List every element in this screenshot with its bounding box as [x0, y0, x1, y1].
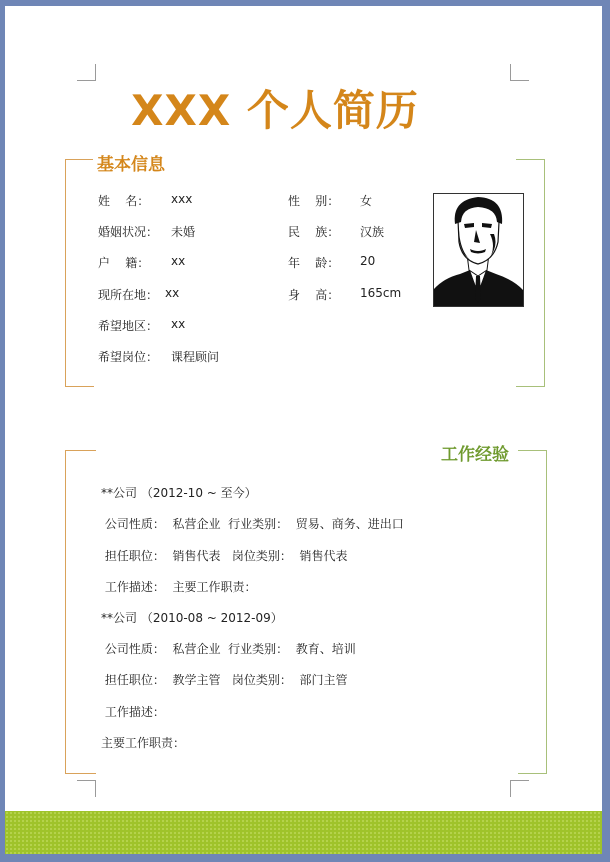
basic-label-hukou: 户 籍： — [98, 256, 150, 270]
margin-corner-bottom-left — [77, 780, 96, 797]
work-bracket-left — [65, 450, 96, 774]
basic-value-name: xxx — [171, 192, 193, 206]
work-line-role-1: 担任职位： 销售代表 岗位类别： 销售代表 — [101, 549, 348, 563]
basic-info-heading: 基本信息 — [93, 150, 169, 175]
footer-green-bar — [5, 811, 602, 854]
basic-label-region: 希望地区： — [98, 319, 159, 333]
basic-label-marital: 婚姻状况： — [98, 225, 159, 239]
resume-page — [5, 6, 602, 854]
work-line-nature-1: 公司性质： 私营企业 行业类别： 贸易、商务、进出口 — [101, 517, 404, 531]
basic-bracket-left — [65, 159, 94, 387]
work-line-company-2: **公司 （2010-08 ~ 2012-09） — [101, 611, 283, 625]
work-line-desc-2: 工作描述： — [101, 705, 165, 719]
basic-label-age: 年 龄： — [288, 256, 340, 270]
profile-photo — [433, 193, 524, 307]
work-line-nature-2: 公司性质： 私营企业 行业类别： 教育、培训 — [101, 642, 356, 656]
basic-value-age: 20 — [360, 254, 376, 268]
basic-label-gender: 性 别： — [288, 194, 340, 208]
basic-label-ethnicity: 民 族： — [288, 225, 340, 239]
basic-value-gender: 女 — [360, 194, 373, 208]
basic-value-hukou: xx — [171, 254, 186, 268]
work-line-role-2: 担任职位： 教学主管 岗位类别： 部门主管 — [101, 673, 348, 687]
basic-value-height: 165cm — [360, 286, 402, 300]
margin-corner-bottom-right — [510, 780, 529, 797]
basic-value-region: xx — [171, 317, 186, 331]
basic-value-marital: 未婚 — [171, 225, 196, 239]
work-line-desc-1: 工作描述： 主要工作职责： — [101, 580, 257, 594]
work-experience-heading: 工作经验 — [437, 440, 513, 465]
basic-label-position: 希望岗位： — [98, 350, 159, 364]
basic-label-location: 现所在地： — [98, 288, 159, 302]
basic-label-height: 身 高： — [288, 288, 340, 302]
basic-label-name: 姓 名： — [98, 194, 150, 208]
resume-title: XXX 个人简历 — [131, 86, 419, 135]
portrait-silhouette-icon — [434, 194, 523, 306]
basic-value-position: 课程顾问 — [171, 350, 220, 364]
basic-value-location: xx — [165, 286, 180, 300]
work-bracket-right — [518, 450, 547, 774]
basic-value-ethnicity: 汉族 — [360, 225, 385, 239]
work-line-company-1: **公司 （2012-10 ~ 至今） — [101, 486, 257, 500]
work-line-duties-2: 主要工作职责： — [101, 736, 186, 750]
